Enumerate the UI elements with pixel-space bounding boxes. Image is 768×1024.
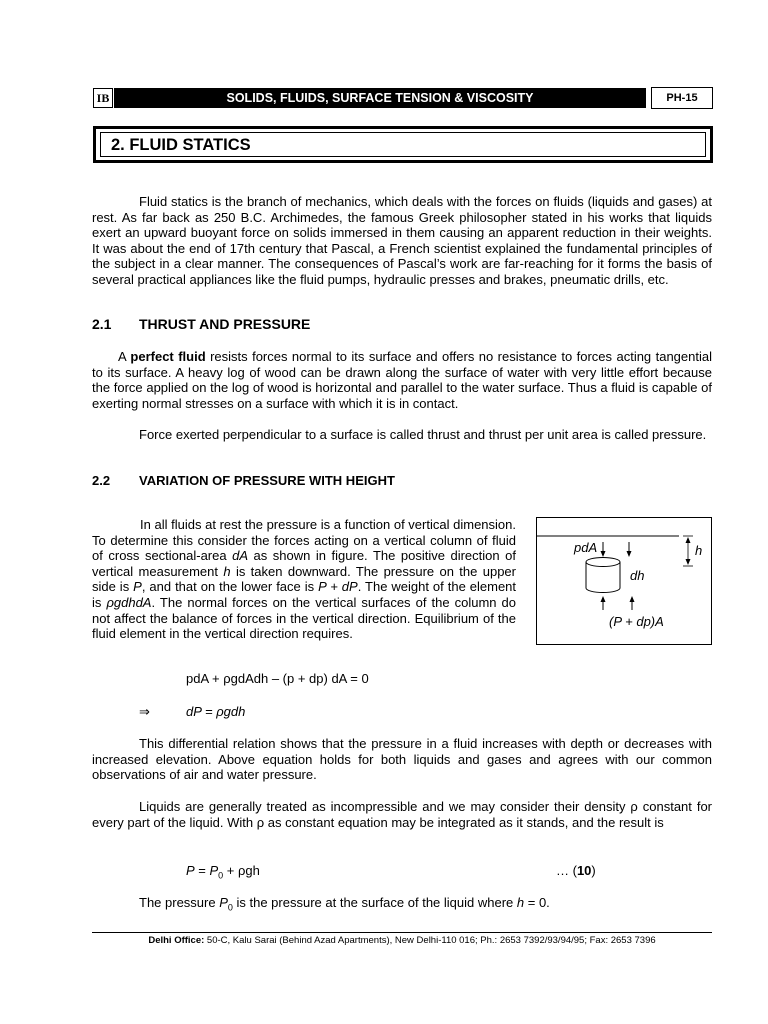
chapter-title-box [93, 126, 713, 163]
math-dA: dA [232, 548, 249, 564]
section-title: VARIATION OF PRESSURE WITH HEIGHT [139, 473, 395, 488]
text-run: . The weight of the element is [92, 579, 517, 610]
page-code: PH-15 [651, 87, 713, 109]
label-pdA: pdA [574, 540, 598, 555]
institute-logo: IB [93, 88, 113, 108]
math-P0: P [209, 863, 219, 878]
running-header-title: SOLIDS, FLUIDS, SURFACE TENSION & VISCOSITY [114, 88, 646, 108]
subscript-0: 0 [227, 902, 233, 913]
chapter-title: 2. FLUID STATICS [111, 136, 251, 154]
math-P: P [133, 579, 142, 595]
dh-arrow [627, 542, 632, 557]
text-run: resists forces normal to its surface and offers no resistance to forces acting tangential to its surface. A heavy log of wood can be drawn along the surface of water with very little effort because the force applied on the log of wood is horizontal and parallel to the water surface. Thus a fluid is capable of exerting normal stresses on a surface with which it is in contact. [92, 349, 712, 411]
differential-relation-paragraph: This differential relation shows that the pressure in a fluid increases with depth or decreases with increased elevation. Above equation holds for both liquids and gases and agrees with our common observations of air and water pressure. [92, 736, 712, 783]
differential-equation: dP = ρgdh [186, 704, 246, 719]
section-2-1-heading [0, 316, 768, 334]
footer-rule [92, 932, 712, 933]
label-h: h [695, 543, 703, 558]
footer-text: 50-C, Kalu Sarai (Behind Azad Apartments), New Delhi-110 016; Ph.: 2653 7392/93/94/95; Fax: 2653 7396 [204, 935, 656, 946]
h-dimension-arrow [683, 536, 693, 566]
text-run: . The normal forces on the vertical surfaces of the column do not affect the balance of forces in the vertical direction. Equilibrium of the fluid element in the vertical direction requires. [92, 594, 517, 642]
bottom-force-arrows [601, 596, 635, 610]
equilibrium-equation: pdA + ρgdAdh – (p + dp) dA = 0 [186, 671, 369, 686]
chapter-title-inner-frame [100, 132, 706, 157]
implies-symbol: ⇒ [139, 704, 150, 719]
label-dh: dh [630, 568, 645, 583]
equation-number-value: 10 [576, 863, 592, 878]
label-bottom-force: (P + dp)A [609, 614, 664, 629]
section-number: 2.1 [92, 316, 112, 332]
section-title: THRUST AND PRESSURE [139, 316, 311, 332]
section-2-2-heading [0, 473, 768, 491]
term-perfect-fluid: perfect fluid [130, 349, 206, 364]
math-P-plus-dP: P + dP [318, 579, 358, 595]
math-h: h [223, 563, 231, 579]
text-run: … ( [556, 863, 577, 878]
text-run: = 0. [524, 895, 550, 910]
surface-pressure-sentence [139, 895, 550, 913]
hydrostatic-equation [186, 863, 260, 881]
perfect-fluid-paragraph [92, 349, 712, 411]
pressure-height-paragraph [92, 517, 516, 642]
subscript-0: 0 [218, 870, 224, 881]
text-run: = [194, 863, 210, 878]
footer-label: Delhi Office: [148, 935, 205, 946]
text-run: In all fluids at rest the pressure is a function of vertical dimension. To determine this consider the forces acting on a vertical column of fluid of cross sectional-area [92, 517, 516, 564]
fluid-column-figure [536, 517, 712, 645]
text-run: , and that on the lower face is [141, 579, 319, 595]
math-h: h [516, 895, 525, 910]
text-run: The pressure [139, 895, 220, 910]
fluid-element-cylinder [586, 558, 620, 593]
section-number: 2.2 [92, 473, 111, 488]
footer-address [92, 935, 712, 946]
text-run: + ρgh [223, 863, 260, 878]
pdA-force-arrow [601, 542, 606, 557]
math-P: P [186, 863, 195, 878]
text-run: as shown in figure. The positive direction of vertical measurement [92, 548, 516, 579]
text-run: A [118, 349, 131, 364]
text-run: ) [591, 863, 596, 878]
thrust-definition-paragraph: Force exerted perpendicular to a surface is called thrust and thrust per unit area is called pressure. [139, 427, 707, 442]
text-run: is taken downward. The pressure on the upper side is [92, 563, 516, 595]
intro-paragraph: Fluid statics is the branch of mechanics, which deals with the forces on fluids (liquids and gases) at rest. As far back as 250 B.C. Archimedes, the famous Greek philosopher stated in his works that liquids exert an upward buoyant force on solids immersed in them causing an apparent reduction in their weights. It was about the end of 17th century that Pascal, a French scientist explained the fundamental principles of the subject in a clear manner. The consequences of Pascal’s work are far-reaching for it forms the basis of several practical appliances like the fluid pumps, hydraulic presses and brakes, pneumatic drills, etc. [92, 194, 712, 287]
math-weight: ρgdhdA [106, 594, 152, 610]
incompressible-paragraph: Liquids are generally treated as incompressible and we may consider their density ρ constant for every part of the liquid. With ρ as constant equation may be integrated as it stands, and the result is [92, 799, 712, 830]
equation-number [556, 863, 596, 878]
math-P: P [219, 895, 228, 910]
text-run: is the pressure at the surface of the liquid where [232, 895, 517, 910]
